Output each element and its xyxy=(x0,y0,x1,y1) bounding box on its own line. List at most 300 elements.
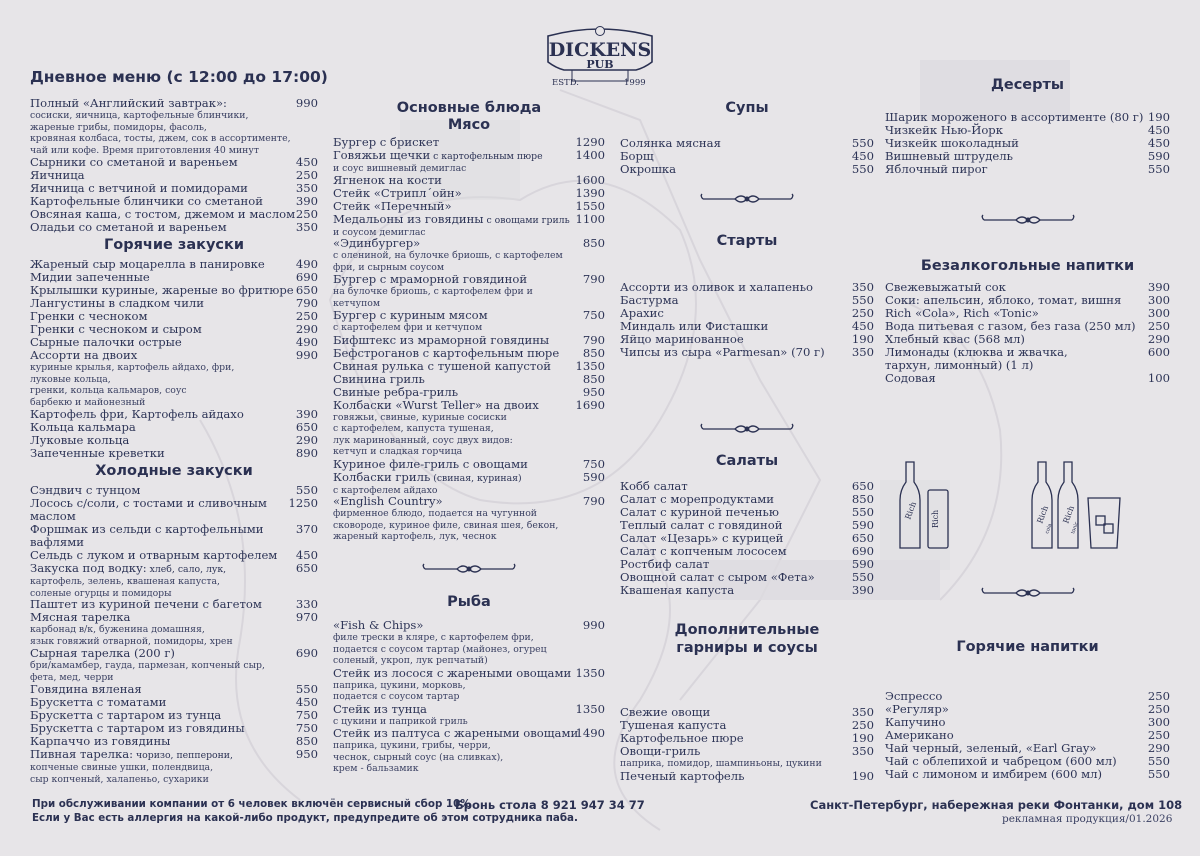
menu-item-description: паприка, помидор, шампиньоны, цукини xyxy=(620,758,822,769)
menu-item-name: Бургер с брискет xyxy=(333,135,440,149)
menu-item-name: Солянка мясная xyxy=(620,136,721,150)
section-title: Супы xyxy=(725,100,769,116)
menu-item-price: 550 xyxy=(851,570,874,584)
menu-item-description: кетчуп и сладкая горчица xyxy=(333,446,463,457)
menu-item-price: 390 xyxy=(1147,280,1170,294)
menu-item-name: Вишневый штрудель xyxy=(885,149,1013,163)
menu-item-name: Сырники со сметаной и вареньем xyxy=(30,155,238,169)
menu-item-name: Теплый салат с говядиной xyxy=(620,518,783,532)
menu-item-price: 690 xyxy=(295,646,318,660)
menu-item-price: 790 xyxy=(582,494,605,508)
menu-item-price: 390 xyxy=(851,583,874,597)
menu-item-price: 450 xyxy=(295,548,318,562)
menu-item-price: 290 xyxy=(295,322,318,336)
menu-item-name: Миндаль или Фисташки xyxy=(620,319,769,333)
menu-item xyxy=(30,647,318,683)
section-title: Безалкогольные напитки xyxy=(920,258,1135,274)
menu-item xyxy=(333,187,605,200)
menu-item-name: Стейк из лосося с жареными овощами xyxy=(333,665,572,680)
menu-item-price: 1390 xyxy=(575,185,605,200)
menu-item-description: филе трески в кляре, с картофелем фри, xyxy=(333,632,534,643)
menu-item-name: Арахис xyxy=(620,306,664,320)
menu-item-name: Кобб салат xyxy=(620,479,688,493)
menu-item-name: Вода питьевая с газом, без газа (250 мл) xyxy=(885,319,1136,333)
menu-item-description: с цукини и паприкой гриль xyxy=(333,715,468,727)
menu-item xyxy=(333,273,605,309)
menu-item-name: Форшмак из сельди с картофельными xyxy=(30,522,264,536)
menu-item-name: Сельдь с луком и отварным картофелем xyxy=(30,548,278,562)
section-title: Дневное меню (с 12:00 до 17:00) xyxy=(30,68,328,86)
menu-item-name: Салат «Цезарь» с курицей xyxy=(620,531,784,545)
menu-item-price: 190 xyxy=(851,768,874,783)
bottle-label-3: Rich xyxy=(1035,504,1051,525)
menu-item-price: 190 xyxy=(851,731,874,745)
menu-item-name-cont: вафлями xyxy=(30,535,84,549)
bottle-tonic-label: tonic xyxy=(1070,521,1081,535)
menu-item-name: Тушеная капуста xyxy=(620,718,727,732)
logo-year: 1999 xyxy=(624,78,646,88)
menu-item-price: 750 xyxy=(295,708,318,722)
menu-item-price: 550 xyxy=(851,293,874,307)
menu-item-name: Бургер с мраморной говядиной xyxy=(333,272,528,286)
menu-item xyxy=(333,149,605,175)
menu-item-name: Борщ xyxy=(620,149,654,163)
menu-item-description: кетчупом xyxy=(333,297,381,309)
menu-item-description: лук маринованный, соус двух видов: xyxy=(333,434,513,446)
menu-item-name: Стейк «Стрипл΄ойн» xyxy=(333,185,462,200)
menu-item-price: 650 xyxy=(851,531,874,545)
menu-item xyxy=(30,562,318,599)
menu-item-price: 250 xyxy=(1147,689,1170,703)
ornament-divider xyxy=(699,422,795,436)
section-title: Десерты xyxy=(990,77,1065,93)
menu-item xyxy=(620,163,874,176)
menu-item xyxy=(30,97,318,156)
menu-item-price: 250 xyxy=(1147,319,1170,333)
menu-item-description: с картофелем фри и кетчупом xyxy=(333,322,483,333)
menu-item xyxy=(333,213,605,239)
menu-item-price: 350 xyxy=(851,705,874,719)
menu-item-name: Оладьи со сметаной и вареньем xyxy=(30,220,227,234)
menu-item-name: Колбаски «Wurst Teller» на двоих xyxy=(333,397,539,412)
rich-bottles-illustration xyxy=(898,460,1158,555)
menu-item-price: 250 xyxy=(1147,728,1170,742)
menu-item-name: Жареный сыр моцарелла в панировке xyxy=(30,257,265,271)
menu-item-price: 650 xyxy=(851,479,874,493)
menu-item-price: 550 xyxy=(1147,767,1170,781)
menu-item-description: фри, и сырным соусом xyxy=(333,261,445,273)
menu-item-name: Куриное филе-гриль с овощами xyxy=(333,456,528,471)
menu-item-price: 250 xyxy=(295,309,318,323)
menu-item-name: Чизкейк Нью-Йорк xyxy=(885,123,1003,137)
section-title: Горячие напитки xyxy=(956,639,1099,655)
menu-item-name: Овсяная каша, с тостом, джемом и маслом xyxy=(30,207,296,221)
menu-item-description: паприка, цукини, морковь, xyxy=(333,679,466,691)
logo-sub: PUB xyxy=(586,58,614,71)
address: Санкт-Петербург, набережная реки Фонтанки, дом 108 xyxy=(810,798,1183,812)
menu-item xyxy=(333,471,605,497)
menu-item-price: 690 xyxy=(295,270,318,284)
booking-phone: Бронь стола 8 921 947 34 77 xyxy=(455,798,645,812)
menu-item-name: Бургер с куриным мясом xyxy=(333,308,488,322)
menu-item-price: 790 xyxy=(295,296,318,310)
menu-item-description: фирменное блюдо, подается на чугунной xyxy=(333,508,538,519)
menu-item-description: жареные грибы, помидоры, фасоль, xyxy=(30,121,207,133)
menu-item-name: Гренки с чесноком и сыром xyxy=(30,322,202,336)
menu-item-name: «Fish & Chips» xyxy=(333,618,424,632)
menu-item-price: 550 xyxy=(851,505,874,519)
menu-item-price: 490 xyxy=(295,335,318,349)
section-title: Старты xyxy=(716,233,778,249)
menu-item-description: картофель, зелень, квашеная капуста, xyxy=(30,576,221,587)
menu-item-description: жареный картофель, лук, чеснок xyxy=(333,531,497,542)
menu-item-price: 550 xyxy=(295,483,318,497)
section-title: Рыба xyxy=(447,594,491,610)
menu-item xyxy=(30,611,318,647)
dickens-pub-logo xyxy=(544,26,656,96)
menu-item xyxy=(30,221,318,234)
menu-item-price: 330 xyxy=(295,597,318,611)
menu-item-description: фета, мед, черри xyxy=(30,671,114,683)
menu-item-price: 950 xyxy=(295,747,318,761)
menu-item-description: говяжьи, свиные, куриные сосиски xyxy=(333,411,507,423)
menu-item-name: «Регуляр» xyxy=(885,702,949,716)
menu-item xyxy=(885,768,1170,781)
menu-item-name: Сырные палочки острые xyxy=(30,335,182,349)
menu-item-note: с картофельным пюре xyxy=(430,151,543,162)
menu-item-name: Говяжьи щечки с картофельным пюре xyxy=(333,148,543,162)
menu-item-name: Лимонады (клюква и жвачка, xyxy=(885,345,1068,359)
menu-item-price: 350 xyxy=(851,744,874,758)
menu-item-name: Мидии запеченные xyxy=(30,270,150,284)
menu-item-price: 190 xyxy=(851,332,874,346)
menu-item-name: Капучино xyxy=(885,715,946,729)
menu-item-price: 390 xyxy=(295,194,318,208)
menu-item-price: 1550 xyxy=(575,198,605,213)
menu-item-description: сосиски, яичница, картофельные блинчики, xyxy=(30,110,249,121)
menu-item-description: на булочке бриошь, с картофелем фри и xyxy=(333,286,533,297)
menu-item-name: Свинина гриль xyxy=(333,371,425,386)
menu-item-price: 1400 xyxy=(575,148,605,162)
menu-item xyxy=(333,360,605,373)
menu-item-description: подается с соусом тартар xyxy=(333,691,460,702)
menu-item xyxy=(620,770,874,783)
menu-item-price: 1690 xyxy=(575,397,605,412)
allergy-note: Если у Вас есть аллергия на какой-либо продукт, предупредите об этом сотрудника паба. xyxy=(32,812,578,824)
menu-item-description: чай или кофе. Время приготовления 40 минут xyxy=(30,144,259,156)
menu-item-price: 450 xyxy=(851,149,874,163)
menu-item-price: 550 xyxy=(851,136,874,150)
menu-item xyxy=(333,399,605,458)
menu-item-description: с картофелем, капуста тушеная, xyxy=(333,423,494,434)
menu-item-name: Говядина вяленая xyxy=(30,682,142,696)
menu-item-name: Содовая xyxy=(885,371,936,385)
section-title: Мясо xyxy=(447,117,491,133)
menu-item-price: 650 xyxy=(295,283,318,297)
menu-item xyxy=(333,200,605,213)
menu-item xyxy=(333,373,605,386)
menu-item-price: 850 xyxy=(851,492,874,506)
menu-item-name: Яблочный пирог xyxy=(885,162,988,176)
menu-item xyxy=(333,619,605,667)
menu-item-name: Яичница xyxy=(30,168,85,182)
menu-item-price: 990 xyxy=(295,96,318,110)
menu-item-price: 850 xyxy=(295,734,318,748)
menu-item-description: копченые свиные ушки, полендвица, xyxy=(30,762,214,773)
menu-item-name: Мясная тарелка xyxy=(30,610,131,624)
menu-item-price: 990 xyxy=(582,618,605,632)
menu-item-price: 590 xyxy=(851,557,874,571)
menu-item-price: 350 xyxy=(295,181,318,195)
menu-item-name: Шарик мороженого в ассортименте (80 г) xyxy=(885,110,1144,124)
menu-item-description: язык говяжий отварной, помидоры, хрен xyxy=(30,635,233,647)
menu-item-name: Квашеная капуста xyxy=(620,583,735,597)
menu-item-price: 650 xyxy=(295,561,318,575)
menu-item-price: 1600 xyxy=(575,172,605,187)
menu-item-name: Медальоны из говядины с овощами гриль xyxy=(333,211,570,226)
menu-item-name: Сэндвич с тунцом xyxy=(30,483,141,497)
menu-item xyxy=(30,497,318,523)
menu-item-name: Чай с облепихой и чабрецом (600 мл) xyxy=(885,754,1117,768)
section-title: Горячие закуски xyxy=(104,237,244,253)
ornament-divider xyxy=(421,562,517,576)
menu-item-name: Хлебный квас (568 мл) xyxy=(885,332,1025,346)
menu-item-name: Бастурма xyxy=(620,293,679,307)
menu-item xyxy=(333,495,605,543)
menu-item-price: 790 xyxy=(582,332,605,347)
menu-item-price: 590 xyxy=(582,469,605,484)
menu-item-name: Свиные ребра-гриль xyxy=(333,384,459,399)
menu-item-description: бри/камамбер, гауда, пармезан, копченый сыр, xyxy=(30,660,265,671)
menu-item-description: сыр копченый, халапеньо, сухарики xyxy=(30,773,209,785)
menu-item-price: 300 xyxy=(1147,715,1170,729)
menu-item-price: 290 xyxy=(1147,741,1170,755)
menu-item-price: 550 xyxy=(1147,162,1170,176)
menu-item-price: 100 xyxy=(1147,371,1170,385)
menu-item-price: 850 xyxy=(582,371,605,386)
logo-estd: ESTD. xyxy=(552,78,579,88)
menu-item-note: (свиная, куриная) xyxy=(430,472,522,484)
menu-item-name: Печеный картофель xyxy=(620,768,745,783)
menu-item xyxy=(333,237,605,273)
menu-item xyxy=(620,137,874,150)
menu-item-price: 590 xyxy=(1147,149,1170,163)
menu-item-description: чеснок, сырный соус (на сливках), xyxy=(333,751,504,763)
menu-item-name: Салат с куриной печенью xyxy=(620,505,779,519)
menu-item-price: 450 xyxy=(851,319,874,333)
menu-item xyxy=(30,523,318,549)
menu-item-description: крем - бальзамик xyxy=(333,763,419,774)
menu-item xyxy=(333,334,605,347)
menu-item-price: 1100 xyxy=(575,211,605,226)
menu-item-description: и соусом демиглас xyxy=(333,226,426,238)
menu-item-name: Лангустины в сладком чили xyxy=(30,296,205,310)
menu-item-price: 370 xyxy=(295,522,318,536)
menu-item xyxy=(333,174,605,187)
section-title: Дополнительные xyxy=(674,622,820,638)
menu-item-name: Ростбиф салат xyxy=(620,557,710,571)
menu-item-description: луковые кольца, xyxy=(30,373,111,385)
menu-item-price: 990 xyxy=(295,348,318,362)
menu-item-price: 250 xyxy=(295,168,318,182)
menu-item-price: 490 xyxy=(295,257,318,271)
menu-item-name: Чизкейк шоколадный xyxy=(885,136,1019,150)
menu-item-price: 590 xyxy=(851,518,874,532)
menu-item-price: 1250 xyxy=(288,496,318,510)
menu-item-name: Rich «Cola», Rich «Tonic» xyxy=(885,306,1039,320)
menu-item-name: Гренки с чесноком xyxy=(30,309,148,323)
menu-item-price: 850 xyxy=(582,345,605,360)
menu-item-price: 690 xyxy=(851,544,874,558)
menu-item-name-cont: тархун, лимонный) (1 л) xyxy=(885,358,1034,372)
menu-item xyxy=(333,386,605,399)
menu-item-price: 350 xyxy=(295,220,318,234)
menu-item-name: Свежевыжатый сок xyxy=(885,280,1006,294)
menu-item-name: Эспрессо xyxy=(885,689,943,703)
menu-item-description: и соус вишневый демиглас xyxy=(333,163,467,174)
menu-item-name-cont: маслом xyxy=(30,509,76,523)
menu-item-price: 300 xyxy=(1147,293,1170,307)
menu-item-description: с олениной, на булочке бриошь, с картофелем xyxy=(333,250,563,261)
ad-label: рекламная продукция/01.2026 xyxy=(1002,813,1173,825)
menu-item-name: Стейк «Перечный» xyxy=(333,198,452,213)
menu-item-price: 250 xyxy=(1147,702,1170,716)
menu-item-price: 970 xyxy=(295,610,318,624)
menu-item-name: Стейк из палтуса с жареными овощами xyxy=(333,726,579,740)
section-title: гарниры и соусы xyxy=(676,640,818,656)
menu-item-name: Сырная тарелка (200 г) xyxy=(30,646,175,660)
menu-item-price: 750 xyxy=(295,721,318,735)
menu-item-name: Ассорти на двоих xyxy=(30,348,138,362)
menu-item xyxy=(620,346,874,359)
menu-item-name: Пивная тарелка: чоризо, пепперони, xyxy=(30,747,233,761)
menu-item-name: Полный «Английский завтрак»: xyxy=(30,96,227,110)
menu-item xyxy=(30,748,318,785)
menu-item xyxy=(333,727,605,775)
menu-item-name: Бифштекс из мраморной говядины xyxy=(333,332,550,347)
menu-item-price: 550 xyxy=(295,682,318,696)
menu-item-price: 790 xyxy=(582,272,605,286)
menu-item-name: Брускетта с тартаром из говядины xyxy=(30,721,245,735)
menu-item xyxy=(885,163,1170,176)
menu-item-name: Карпаччо из говядины xyxy=(30,734,171,748)
menu-item-name: Брускетта с томатами xyxy=(30,695,167,709)
menu-item-price: 550 xyxy=(851,162,874,176)
menu-item-description: паприка, цукини, грибы, черри, xyxy=(333,740,491,751)
menu-item-name: Запеченные креветки xyxy=(30,446,165,460)
menu-item xyxy=(333,703,605,728)
menu-item-price: 1350 xyxy=(575,358,605,373)
menu-item-name: Яйцо маринованное xyxy=(620,332,744,346)
menu-item-name: Лосось с/соли, с тостами и сливочным xyxy=(30,496,267,510)
menu-item-price: 950 xyxy=(582,384,605,399)
menu-item-price: 390 xyxy=(295,407,318,421)
menu-item xyxy=(30,349,318,408)
menu-item-name: Чай черный, зеленый, «Earl Gray» xyxy=(885,741,1097,755)
menu-item-name: Свиная рулька с тушеной капустой xyxy=(333,358,552,373)
menu-item-price: 750 xyxy=(582,456,605,471)
menu-item-name: Крылышки куриные, жареные во фритюре xyxy=(30,283,294,297)
menu-item-description: карбонад в/к, буженина домашняя, xyxy=(30,624,205,635)
menu-item-description: сковороде, куриное филе, свиная шея, бекон, xyxy=(333,519,559,531)
menu-item-name: Картофельное пюре xyxy=(620,731,744,745)
menu-item-name: Бефстроганов с картофельным пюре xyxy=(333,345,560,360)
menu-item xyxy=(620,584,874,597)
menu-item-name: Луковые кольца xyxy=(30,433,130,447)
menu-item-name: «English Country» xyxy=(333,494,443,508)
menu-item xyxy=(333,347,605,360)
menu-item-name: Кольца кальмара xyxy=(30,420,136,434)
menu-item-name: Чипсы из сыра «Parmesan» (70 г) xyxy=(620,345,825,359)
menu-item-name: Колбаски гриль (свиная, куриная) xyxy=(333,469,522,484)
menu-item-name: Ассорти из оливок и халапеньо xyxy=(620,280,813,294)
logo-name: DICKENS xyxy=(548,39,652,61)
menu-item-description: подается с соусом тартар (майонез, огурец xyxy=(333,643,547,655)
menu-item-name: Паштет из куриной печени с багетом xyxy=(30,597,262,611)
menu-item-name: «Эдинбургер» xyxy=(333,236,421,250)
bottle-label-1: Rich xyxy=(903,500,919,521)
menu-item xyxy=(333,667,605,703)
menu-item-price: 1290 xyxy=(575,135,605,149)
menu-item-name: Картофельные блинчики со сметаной xyxy=(30,194,263,208)
bottle-cola-label: cola xyxy=(1044,522,1054,535)
menu-item-price: 450 xyxy=(1147,136,1170,150)
menu-item-note: с овощами гриль xyxy=(483,214,570,226)
menu-item-price: 890 xyxy=(295,446,318,460)
ornament-divider xyxy=(699,192,795,206)
menu-item-price: 750 xyxy=(582,308,605,322)
bottle-label-4: Rich xyxy=(1061,504,1077,525)
section-title: Основные блюда xyxy=(396,100,542,116)
menu-item-name: Стейк из тунца xyxy=(333,701,427,716)
menu-item-description: барбекю и майонезный xyxy=(30,396,146,408)
menu-item-price: 450 xyxy=(295,155,318,169)
menu-item-name: Овощной салат с сыром «Фета» xyxy=(620,570,815,584)
menu-item-note: чоризо, пепперони, xyxy=(133,750,233,761)
menu-item-name: Брускетта с тартаром из тунца xyxy=(30,708,222,722)
menu-item-price: 600 xyxy=(1147,345,1170,359)
menu-item xyxy=(333,309,605,334)
menu-item-name: Салат с морепродуктами xyxy=(620,492,775,506)
menu-item-note: хлеб, сало, лук, xyxy=(146,564,227,575)
menu-item-price: 300 xyxy=(1147,306,1170,320)
menu-item-description: гренки, кольца кальмаров, соус xyxy=(30,385,187,396)
menu-item-description: кровяная колбаса, тосты, джем, сок в ассортименте, xyxy=(30,133,291,144)
menu-item-price: 350 xyxy=(851,280,874,294)
menu-item-name: Картофель фри, Картофель айдахо xyxy=(30,407,244,421)
menu-item-price: 250 xyxy=(851,306,874,320)
menu-item-name: Яичница с ветчиной и помидорами xyxy=(30,181,248,195)
menu-item xyxy=(885,346,1170,372)
menu-item xyxy=(333,458,605,471)
menu-item-name: Ягненок на кости xyxy=(333,172,442,187)
menu-item-price: 1350 xyxy=(575,665,605,680)
bottle-label-2: Rich xyxy=(931,509,940,528)
service-charge-note: При обслуживании компании от 6 человек включён сервисный сбор 10% xyxy=(32,798,471,810)
menu-item-price: 450 xyxy=(1147,123,1170,137)
menu-item-description: соленые огурцы и помидоры xyxy=(30,587,172,599)
menu-item-description: соленый, укроп, лук репчатый) xyxy=(333,655,488,666)
menu-item-name: Овощи-гриль xyxy=(620,744,701,758)
menu-item xyxy=(30,447,318,460)
menu-item-description: с картофелем айдахо xyxy=(333,484,438,496)
menu-item-price: 290 xyxy=(295,433,318,447)
menu-item-price: 450 xyxy=(295,695,318,709)
menu-item-price: 1350 xyxy=(575,701,605,716)
menu-item-price: 190 xyxy=(1147,110,1170,124)
menu-item-price: 350 xyxy=(851,345,874,359)
menu-item-description: куриные крылья, картофель айдахо, фри, xyxy=(30,362,235,373)
